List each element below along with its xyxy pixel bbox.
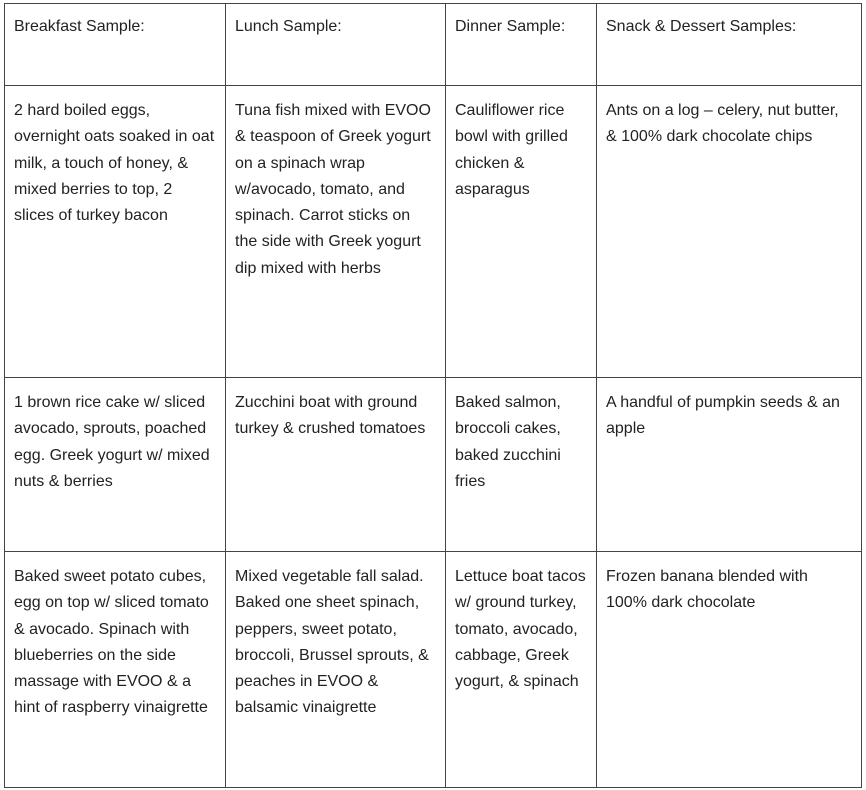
breakfast-cell: 1 brown rice cake w/ sliced avocado, sprouts, poached egg. Greek yogurt w/ mixed nuts & berries [5, 378, 226, 552]
breakfast-cell: 2 hard boiled eggs, overnight oats soaked in oat milk, a touch of honey, & mixed berries to top, 2 slices of turkey bacon [5, 86, 226, 378]
dinner-cell: Baked salmon, broccoli cakes, baked zucchini fries [446, 378, 597, 552]
lunch-cell: Zucchini boat with ground turkey & crushed tomatoes [226, 378, 446, 552]
table-row [5, 552, 862, 788]
table-header-row [5, 4, 862, 86]
header-dinner: Dinner Sample: [446, 4, 597, 86]
snack-dessert-cell: Frozen banana blended with 100% dark chocolate [597, 552, 862, 788]
dinner-cell: Cauliflower rice bowl with grilled chicken & asparagus [446, 86, 597, 378]
snack-dessert-cell: A handful of pumpkin seeds & an apple [597, 378, 862, 552]
table-row [5, 378, 862, 552]
table-row [5, 86, 862, 378]
dinner-cell: Lettuce boat tacos w/ ground turkey, tomato, avocado, cabbage, Greek yogurt, & spinach [446, 552, 597, 788]
header-lunch: Lunch Sample: [226, 4, 446, 86]
snack-dessert-cell: Ants on a log – celery, nut butter, & 100% dark chocolate chips [597, 86, 862, 378]
lunch-cell: Tuna fish mixed with EVOO & teaspoon of Greek yogurt on a spinach wrap w/avocado, tomato, and spinach. Carrot sticks on the side with Greek yogurt dip mixed with herbs [226, 86, 446, 378]
breakfast-cell: Baked sweet potato cubes, egg on top w/ sliced tomato & avocado. Spinach with blueberries on the side massage with EVOO & a hint of raspberry vinaigrette [5, 552, 226, 788]
header-breakfast: Breakfast Sample: [5, 4, 226, 86]
lunch-cell: Mixed vegetable fall salad. Baked one sheet spinach, peppers, sweet potato, broccoli, Brussel sprouts, & peaches in EVOO & balsamic vinaigrette [226, 552, 446, 788]
header-snack-dessert: Snack & Dessert Samples: [597, 4, 862, 86]
meal-plan-table [4, 3, 862, 788]
